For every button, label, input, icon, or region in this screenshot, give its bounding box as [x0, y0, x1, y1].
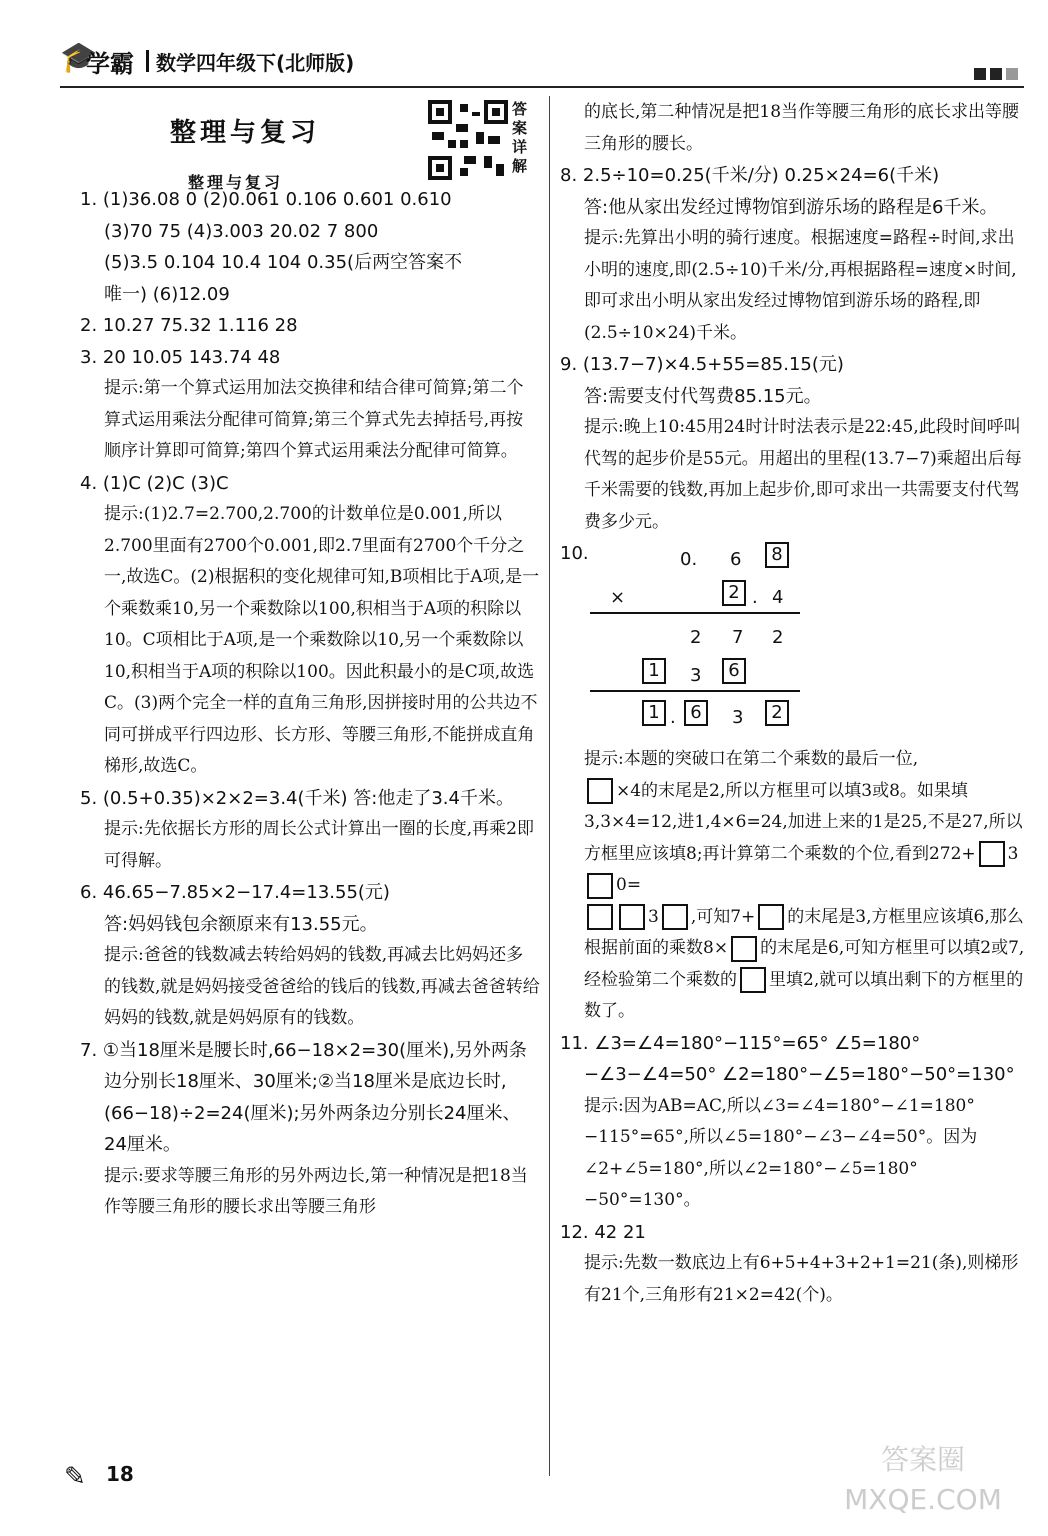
right-column	[560, 97, 1030, 1311]
q10-hint-8: 的末尾是6,可知方框里可以填2或7,经检验第二个乘数的	[584, 938, 1025, 990]
q7-hint-continued: 的底长,第二种情况是把18当作等腰三角形的底长求出等腰三角形的腰长。	[584, 102, 1020, 154]
q10-hint-1: 提示:本题的突破口在第二个乘数的最后一位,	[584, 749, 919, 769]
q8-conclusion: 答:他从家出发经过博物馆到游乐场的路程是6千米。	[584, 196, 998, 218]
mul-r4-box-1: 1	[642, 658, 666, 684]
q10-hint-7: 的末尾是3,方框里应该填6,那么根据前面的乘数8×	[584, 906, 1024, 958]
q9-answer: 9. (13.7−7)×4.5+55=85.15(元)	[560, 354, 844, 375]
q1-line-2: (3)70 75 (4)3.003 20.02 7 800	[104, 220, 379, 242]
watermark: 答案圈 MXQE.COM	[844, 1443, 1002, 1516]
mul-r2-dot: .	[752, 587, 758, 608]
q11-hint: 提示:因为AB=AC,所以∠3=∠4=180°−∠1=180°−115°=65°,所以∠5=180°−∠3−∠4=50°。因为∠2+∠5=180°,所以∠2=180°−∠5=180°−50°=130°。	[584, 1095, 978, 1210]
q4-answer: 4. (1)C (2)C (3)C	[80, 472, 229, 494]
q1-line-4: 唯一) (6)12.09	[104, 283, 230, 305]
q10-label: 10.	[560, 543, 589, 564]
q9-hint: 提示:晚上10:45用24时计时法表示是22:45,此段时间呼叫代驾的起步价是55元。用超出的里程(13.7−7)乘超出后每千米需要的钱数,再加上起步价,即可求出一共需要支付代驾费多少元。	[584, 417, 1022, 532]
q10-hint-2: ×4的末尾是2,所以方框里可以填3或8。如果填3,3×4=12,进1,4×6=24,加进上来的1是25,不是27,所以方框里应该填8;再计算第二个乘数的个位,看到272+	[584, 780, 1023, 864]
mul-r5-d: 3	[732, 707, 744, 728]
mul-r2-box: 2	[722, 580, 746, 606]
qr-code-icon[interactable]	[428, 100, 508, 180]
mul-r5-dot: .	[670, 707, 676, 728]
q6-hint: 提示:爸爸的钱数减去转给妈妈的钱数,再减去比妈妈还多的钱数,就是妈妈接受爸爸给的钱后的钱数,再减去爸爸转给妈妈的钱数,就是妈妈原有的钱数。	[104, 945, 540, 1028]
mul-r4-b: 3	[690, 665, 702, 686]
q4-hint: 提示:(1)2.7=2.700,2.700的计数单位是0.001,所以2.700里面有2700个0.001,即2.7里面有2700个千分之一,故选C。(2)根据积的变化规律可知,B项相比于A项,是一个乘数乘10,另一个乘数除以100,积相当于A项的积除以10。C项相比于A项,是一个乘数除以10,另一个乘数除以10,积相当于A项的积除以100。因此积最小的是C项,故选C。(3)两个完全一样的直角三角形,因拼接时用的公共边不同可拼成平行四边形、长方形、等腰三角形,不能拼成直角梯形,故选C。	[104, 504, 540, 776]
blank-box	[587, 904, 613, 930]
q8-answer: 8. 2.5÷10=0.25(千米/分) 0.25×24=6(千米)	[560, 165, 940, 186]
header-separator	[146, 50, 149, 72]
mul-rule-2	[590, 690, 800, 692]
mul-r1-box: 8	[765, 542, 789, 568]
blank-box	[979, 841, 1005, 867]
q10-hint	[560, 744, 1030, 1028]
book-subject: 数学四年级下(北师版)	[156, 51, 355, 75]
blank-box	[758, 904, 784, 930]
q12-hint: 提示:先数一数底边上有6+5+4+3+2+1=21(条),则梯形有21个,三角形有21×2=42(个)。	[584, 1253, 1019, 1305]
q3-answer: 3. 20 10.05 143.74 48	[80, 346, 281, 368]
mul-r5-box-2: 6	[684, 700, 708, 726]
q5-hint: 提示:先依据长方形的周长公式计算出一圈的长度,再乘2即可得解。	[104, 819, 534, 871]
blank-box	[619, 904, 645, 930]
q10-hint-9: 里填2,就可以填出剩下的方框里的数了。	[584, 969, 1024, 1021]
q10-hint-3: 3	[1007, 843, 1019, 864]
q10-hint-4: 0=	[616, 875, 642, 895]
q12-answer: 12. 42 21	[560, 1221, 646, 1243]
q10-multiplication	[560, 538, 1030, 738]
mul-r4-box-2: 6	[722, 658, 746, 684]
brand-name: 学霸	[86, 50, 134, 78]
mul-r1-b: 6	[730, 549, 742, 570]
q10-hint-6: ,可知7+	[690, 906, 756, 927]
section-subtitle: 整理与复习	[188, 173, 284, 192]
page-number: 18	[106, 1462, 134, 1486]
q3-hint: 提示:第一个算式运用加法交换律和结合律可简算;第二个算式运用乘法分配律可简算;第三个算式先去掉括号,再按顺序计算即可简算;第四个算式运用乘法分配律可简算。	[104, 378, 524, 461]
header-squares	[974, 68, 1018, 80]
q6-conclusion: 答:妈妈钱包余额原来有13.55元。	[104, 913, 378, 935]
blank-box	[587, 778, 613, 804]
section-title: 整理与复习	[170, 118, 321, 148]
q7-answer: 7. ①当18厘米是腰长时,66−18×2=30(厘米),另外两条边分别长18厘米、30厘米;②当18厘米是底边长时,(66−18)÷2=24(厘米);另外两条边分别长24厘米、24厘米。	[80, 1039, 527, 1155]
mul-r3-b: 7	[732, 627, 744, 648]
column-divider	[549, 96, 550, 1476]
q2-answer: 2. 10.27 75.32 1.116 28	[80, 315, 298, 336]
mul-r3-c: 2	[772, 627, 784, 648]
q9-conclusion: 答:需要支付代驾费85.15元。	[584, 385, 822, 407]
mul-rule-1	[590, 612, 800, 614]
q8-hint: 提示:先算出小明的骑行速度。根据速度=路程÷时间,求出小明的速度,即(2.5÷10)千米/分,再根据路程=速度×时间,即可求出小明从家出发经过博物馆到游乐场的路程,即(2.5÷10×24)千米。	[584, 228, 1017, 343]
mul-r1-a: 0.	[680, 549, 698, 570]
mul-r5-box-3: 2	[765, 700, 789, 726]
left-column	[80, 176, 540, 1224]
pencil-icon: ✎	[64, 1462, 86, 1492]
graduation-cap-icon: 🎓	[60, 40, 98, 75]
mul-r2-digit: 4	[772, 587, 784, 608]
q7-hint: 提示:要求等腰三角形的另外两边长,第一种情况是把18当作等腰三角形的腰长求出等腰三角形	[104, 1165, 528, 1217]
q11-answer: 11. ∠3=∠4=180°−115°=65° ∠5=180°−∠3−∠4=50° ∠2=180°−∠5=180°−50°=130°	[560, 1032, 1015, 1085]
mul-times-sign: ×	[610, 587, 626, 608]
q1-line-3: (5)3.5 0.104 10.4 104 0.35(后两空答案不	[104, 252, 463, 273]
blank-box	[740, 967, 766, 993]
q5-answer: 5. (0.5+0.35)×2×2=3.4(千米) 答:他走了3.4千米。	[80, 787, 514, 809]
q6-answer: 6. 46.65−7.85×2−17.4=13.55(元)	[80, 882, 390, 903]
q1-line-1: 1. (1)36.08 0 (2)0.061 0.106 0.601 0.610	[80, 189, 452, 210]
mul-r3-a: 2	[690, 627, 702, 648]
blank-box	[587, 873, 613, 899]
page-header	[60, 40, 1020, 80]
blank-box	[662, 904, 688, 930]
mul-r5-box-1: 1	[642, 700, 666, 726]
blank-box	[731, 936, 757, 962]
qr-label: 答案详解	[512, 100, 528, 175]
header-rule	[60, 86, 1024, 88]
q10-hint-5: 3	[648, 906, 659, 927]
